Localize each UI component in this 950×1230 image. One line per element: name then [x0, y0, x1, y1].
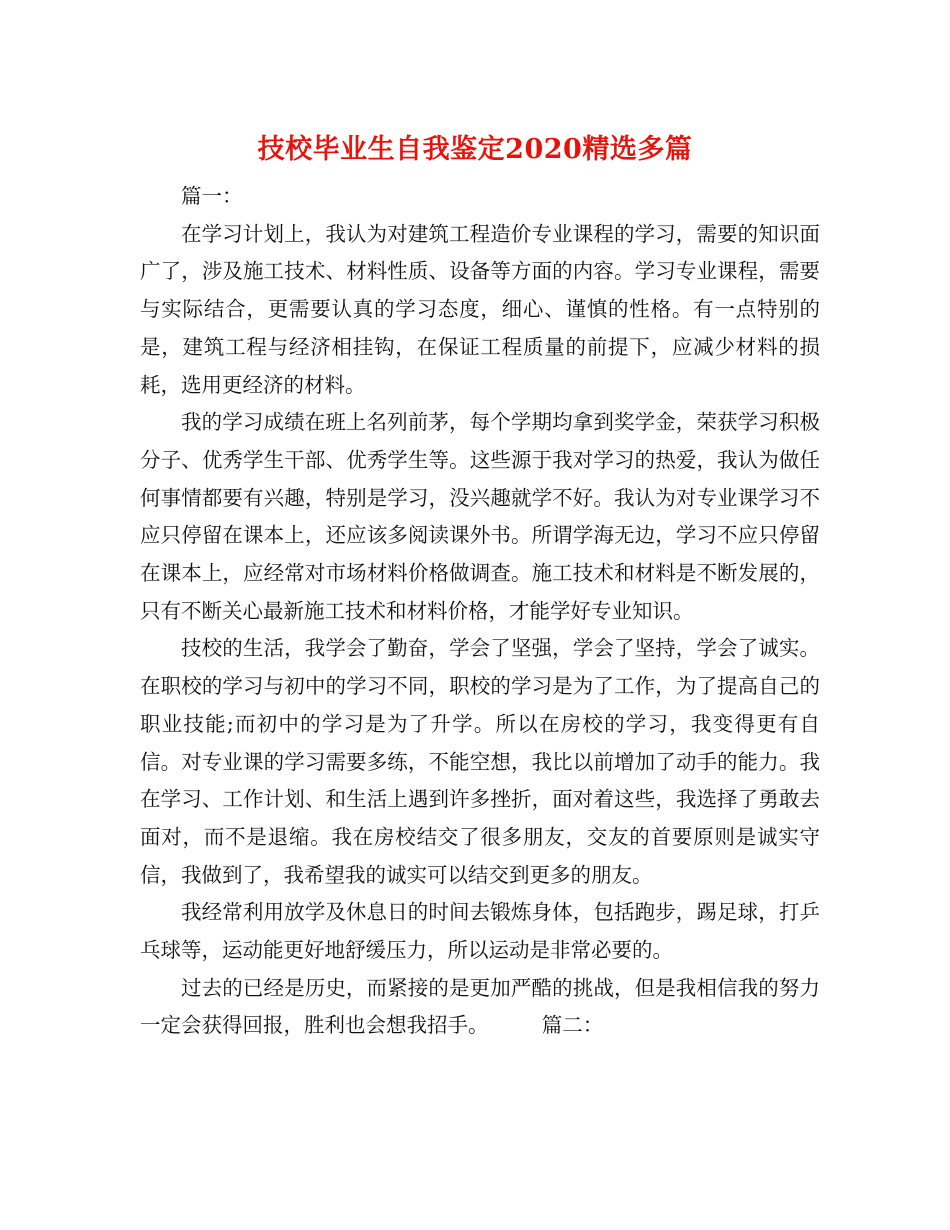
conclusion-text: 过去的已经是历史，而紧接的是更加严酷的挑战，但是我相信我的努力一定会获得回报，胜利也会想我招手。: [140, 975, 820, 1038]
paragraph-exercise: 我经常利用放学及休息日的时间去锻炼身体，包括跑步，踢足球，打乒乓球等，运动能更好地舒缓压力，所以运动是非常必要的。: [140, 900, 820, 963]
document-title: 技校毕业生自我鉴定2020精选多篇: [257, 134, 693, 165]
section-one-heading: 篇一：: [181, 184, 243, 208]
document-body: [140, 178, 820, 1045]
section-two-heading: 篇二：: [541, 1013, 604, 1038]
paragraph-study-plan: 在学习计划上，我认为对建筑工程造价专业课程的学习，需要的知识面广了，涉及施工技术、材料性质、设备等方面的内容。学习专业课程，需要与实际结合，更需要认真的学习态度，细心、谨慎的性格。有一点特别的是，建筑工程与经济相挂钩，在保证工程质量的前提下，应减少材料的损耗，选用更经济的材料。: [140, 221, 820, 397]
paragraph-conclusion: [140, 970, 820, 1045]
paragraph-grades: 我的学习成绩在班上名列前茅，每个学期均拿到奖学金，荣获学习积极分子、优秀学生干部、优秀学生等。这些源于我对学习的热爱，我认为做任何事情都要有兴趣，特别是学习，没兴趣就学不好。我认为对专业课学习不应只停留在课本上，还应该多阅读课外书。所谓学海无边，学习不应只停留在课本上，应经常对市场材料价格做调查。施工技术和材料是不断发展的，只有不断关心最新施工技术和材料价格，才能学好专业知识。: [140, 410, 820, 623]
paragraph-school-life: 技校的生活，我学会了勤奋，学会了坚强，学会了坚持，学会了诚实。在职校的学习与初中的学习不同，职校的学习是为了工作，为了提高自己的职业技能;而初中的学习是为了升学。所以在房校的学习，我变得更有自信。对专业课的学习需要多练，不能空想，我比以前增加了动手的能力。我在学习、工作计划、和生活上遇到许多挫折，面对着这些，我选择了勇敢去面对，而不是退缩。我在房校结交了很多朋友，交友的首要原则是诚实守信，我做到了，我希望我的诚实可以结交到更多的朋友。: [140, 636, 820, 887]
